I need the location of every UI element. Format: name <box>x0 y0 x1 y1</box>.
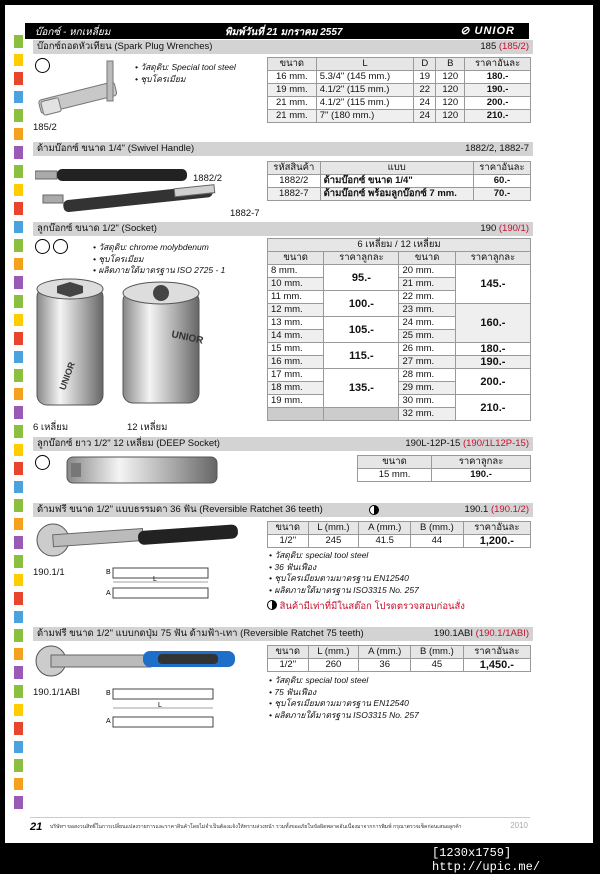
section-spark-plug <box>33 40 533 54</box>
product-code-alt: (185/2) <box>498 41 529 52</box>
spec-item: • ชุบโครเมียม <box>135 74 236 86</box>
header-category: บ๊อกซ์ - หกเหลี่ยม <box>35 27 111 38</box>
deep-socket-table: ขนาด ราคาลูกละ 15 mm. 190.- <box>357 455 531 482</box>
strip-segment <box>14 91 23 104</box>
svg-text:A: A <box>106 590 111 597</box>
strip-segment <box>14 759 23 772</box>
strip-segment <box>14 276 23 289</box>
socket-price-table: 6 เหลี่ยม / 12 เหลี่ยม ขนาด ราคาลูกละ ขนาด ราคาลูกละ 8 mm. 95.- 20 mm. 145.- 10 mm. 21 mm. 11 mm. 100.- 22 mm. 12 mm. 23 mm. 160.- 13 mm. 105.- 24 mm. 14 mm. 25 mm. 15 mm. 115.- 26 mm. 180.- 16 mm. 27 mm. 190.- 17 mm. 135.- 28 mm. 200.- 18 mm. 29 mm. 19 mm. 30 mm. 210.- 32 mm. <box>267 238 531 421</box>
spec-item: • ชุบโครเมียม <box>93 254 225 266</box>
footer <box>30 817 530 833</box>
strip-segment <box>14 444 23 457</box>
strip-segment <box>14 648 23 661</box>
stock-note: สินค้ามีเท่าที่มีในสต๊อก โปรดตรวจสอบก่อนสั่ง <box>267 599 465 614</box>
strip-segment <box>14 796 23 809</box>
strip-segment <box>14 109 23 122</box>
spec-item: • ชุบโครเมียมตามมาตรฐาน EN12540 <box>269 573 419 585</box>
table-row: 14 mm. 25 mm. <box>268 330 531 343</box>
strip-segment <box>14 685 23 698</box>
table-row: 32 mm. <box>268 408 531 421</box>
spark-plug-wrench-image <box>37 59 127 119</box>
stock-icon <box>267 600 277 610</box>
strip-segment <box>14 295 23 308</box>
table-row: 21 mm. 7" (180 mm.) 24 120 210.- <box>268 110 531 123</box>
strip-segment <box>14 184 23 197</box>
table-row: 21 mm. 4.1/2" (115 mm.) 24 120 200.- <box>268 97 531 110</box>
strip-segment <box>14 555 23 568</box>
strip-segment <box>14 314 23 327</box>
strip-segment <box>14 611 23 624</box>
spec-list <box>135 62 236 85</box>
table-row: 1/2" 260 36 45 1,450.- <box>268 659 531 672</box>
swivel-handle-table: รหัสสินค้า แบบ ราคาอันละ 1882/2 ด้ามบ๊อกซ์ ขนาด 1/4" 60.- 1882-7 ด้ามบ๊อกซ์ พร้อมลูกบ๊อกซ์ 7 mm. 70.- <box>267 161 531 201</box>
strip-segment <box>14 499 23 512</box>
table-row: 12 mm. 23 mm. 160.- <box>268 304 531 317</box>
strip-segment <box>14 146 23 159</box>
strip-segment <box>14 165 23 178</box>
table-row: 18 mm. 29 mm. <box>268 382 531 395</box>
twelve-point-icon <box>35 455 50 470</box>
table-row: 11 mm. 100.- 22 mm. <box>268 291 531 304</box>
page-number: 21 <box>30 821 43 833</box>
product-code-alt: (190.1/1ABI) <box>475 628 529 639</box>
footer-year: 2010 <box>510 821 528 830</box>
strip-segment <box>14 778 23 791</box>
strip-segment <box>14 722 23 735</box>
swivel-handle-image <box>35 163 260 218</box>
strip-segment <box>14 574 23 587</box>
image-label: 6 เหลี่ยม <box>33 422 69 433</box>
table-row: 10 mm. 21 mm. <box>268 278 531 291</box>
spec-item: • 75 ฟันเฟือง <box>269 687 419 699</box>
socket-image <box>33 277 233 417</box>
strip-segment <box>14 54 23 67</box>
spec-item: • ผลิตภายใต้มาตรฐาน ISO3315 No. 257 <box>269 585 419 597</box>
product-code: 190L-12P-15 <box>405 438 461 449</box>
table-row: 15 mm. 115.- 26 mm. 180.- <box>268 343 531 356</box>
strip-segment <box>14 35 23 48</box>
table-row: 16 mm. 27 mm. 190.- <box>268 356 531 369</box>
strip-segment <box>14 629 23 642</box>
strip-segment <box>14 351 23 364</box>
section-ratchet-75 <box>33 627 533 641</box>
strip-segment <box>14 462 23 475</box>
table-row: 13 mm. 105.- 24 mm. <box>268 317 531 330</box>
spec-list <box>269 550 419 596</box>
spec-item: • วัสดุดิบ: Special tool steel <box>135 62 236 74</box>
svg-text:A: A <box>106 718 111 725</box>
ratchet-75-table: ขนาด L (mm.) A (mm.) B (mm.) ราคาอันละ 1/2" 260 36 45 1,450.- <box>267 645 531 672</box>
svg-text:B: B <box>106 569 111 576</box>
footer-disclaimer: บริษัทฯ ขอสงวนสิทธิ์ในการเปลี่ยนแปลงรายการและราคาสินค้าโดยไม่จำเป็นต้องแจ้งให้ทราบล่วงหน้า รวมทั้งขออภัยในข้อผิดพลาดอันเนื่องมาจากการพิมพ์ กรุณาตรวจเช็คก่อนเสนอลูกค้า <box>50 824 462 830</box>
spec-list <box>269 675 419 721</box>
strip-segment <box>14 239 23 252</box>
catalog-page <box>5 5 593 843</box>
image-label: 190.1/1ABI <box>33 687 81 698</box>
strip-segment <box>14 481 23 494</box>
spec-item: • ชุบโครเมียมตามมาตรฐาน EN12540 <box>269 698 419 710</box>
product-code: 190.1ABI <box>433 628 474 639</box>
strip-segment <box>14 741 23 754</box>
image-label: 12 เหลี่ยม <box>127 422 168 433</box>
ratchet-36-table: ขนาด L (mm.) A (mm.) B (mm.) ราคาอันละ 1/2" 245 41.5 44 1,200.- <box>267 521 531 548</box>
spark-plug-table: ขนาด L D B ราคาอันละ 16 mm. 5.3/4" (145 mm.) 19 120 180.- 19 mm. 4.1/2" (115 mm.) 22 120 190.- 21 mm. 4.1/2" (115 mm.) 24 120 200.- 21 mm. 7" (180 mm.) 24 120 210.- <box>267 57 531 123</box>
strip-segment <box>14 258 23 271</box>
svg-text:L: L <box>153 576 157 583</box>
image-label: 1882/2 <box>193 173 223 184</box>
svg-text:UNIOR: UNIOR <box>57 360 77 392</box>
section-title: ลูกบ๊อกซ์ ยาว 1/2" 12 เหลี่ยม (DEEP Socket) <box>37 438 220 449</box>
spec-item: • วัสดุดิบ: special tool steel <box>269 675 419 687</box>
spec-item: • วัสดุดิบ: special tool steel <box>269 550 419 562</box>
strip-segment <box>14 425 23 438</box>
product-code: 185 <box>480 41 497 52</box>
product-code-alt: (190.1/2) <box>490 504 529 515</box>
section-title: ด้ามฟรี ขนาด 1/2" แบบธรรมดา 36 ฟัน (Reversible Ratchet 36 teeth) <box>37 504 323 515</box>
strip-segment <box>14 369 23 382</box>
section-ratchet-36 <box>33 503 533 517</box>
table-row: 1/2" 245 41.5 44 1,200.- <box>268 535 531 548</box>
twelve-point-icon <box>53 239 68 254</box>
table-row: 1882/2 ด้ามบ๊อกซ์ ขนาด 1/4" 60.- <box>268 175 531 188</box>
section-deep-socket <box>33 437 533 451</box>
table-row: 19 mm. 4.1/2" (115 mm.) 22 120 190.- <box>268 84 531 97</box>
svg-text:UNIOR: UNIOR <box>170 329 205 347</box>
section-title: บ๊อกซ์ถอดหัวเทียน (Spark Plug Wrenches) <box>37 41 213 52</box>
svg-text:L: L <box>158 702 162 709</box>
table-row: 19 mm. 30 mm. 210.- <box>268 395 531 408</box>
spec-item: • 36 ฟันเฟือง <box>269 562 419 574</box>
strip-segment <box>14 536 23 549</box>
strip-segment <box>14 388 23 401</box>
product-code: 190.1 <box>464 504 489 515</box>
section-title: ด้ามฟรี ขนาด 1/2" แบบกดปุ่ม 75 ฟัน ด้ามฟ้า-เทา (Reversible Ratchet 75 teeth) <box>37 628 364 639</box>
strip-segment <box>14 406 23 419</box>
strip-segment <box>14 332 23 345</box>
unior-logo: ⊘ UNIOR <box>460 25 515 37</box>
table-row: 17 mm. 135.- 28 mm. 200.- <box>268 369 531 382</box>
spec-list <box>93 242 225 277</box>
header-date: พิมพ์วันที่ 21 มกราคม 2557 <box>225 27 343 38</box>
table-row: 1882-7 ด้ามบ๊อกซ์ พร้อมลูกบ๊อกซ์ 7 mm. 70.- <box>268 188 531 201</box>
strip-segment <box>14 666 23 679</box>
product-code: 1882/2, 1882-7 <box>465 143 529 154</box>
strip-segment <box>14 202 23 215</box>
spec-item: • ผลิตภายใต้มาตรฐาน ISO3315 No. 257 <box>269 710 419 722</box>
product-code: 190 <box>480 223 497 234</box>
product-code-alt: (190/1) <box>498 223 529 234</box>
image-label: 1882-7 <box>230 208 260 219</box>
image-label: 185/2 <box>33 122 57 133</box>
spec-item: • วัสดุดิบ: chrome molybdenum <box>93 242 225 254</box>
section-socket <box>33 222 533 236</box>
header-bar <box>25 23 529 39</box>
product-code-alt: (190/1L12P-15) <box>462 438 529 449</box>
section-title: ลูกบ๊อกซ์ ขนาด 1/2" (Socket) <box>37 223 157 234</box>
spec-item: • ผลิตภายใต้มาตรฐาน ISO 2725 - 1 <box>93 265 225 277</box>
image-label: 190.1/1 <box>33 567 65 578</box>
hex-icon <box>35 239 50 254</box>
strip-segment <box>14 518 23 531</box>
ratchet-36-image <box>33 520 243 610</box>
strip-segment <box>14 704 23 717</box>
strip-segment <box>14 72 23 85</box>
table-row: 15 mm. 190.- <box>358 469 531 482</box>
table-row: 8 mm. 95.- 20 mm. 145.- <box>268 265 531 278</box>
section-swivel-handle <box>33 142 533 156</box>
stock-icon <box>369 505 379 515</box>
strip-segment <box>14 592 23 605</box>
deep-socket-image <box>65 455 220 485</box>
svg-text:B: B <box>106 690 111 697</box>
strip-segment <box>14 128 23 141</box>
table-row: 16 mm. 5.3/4" (145 mm.) 19 120 180.- <box>268 71 531 84</box>
watermark: [1230x1759] http://upic.me/ <box>432 846 541 874</box>
section-title: ด้ามบ๊อกซ์ ขนาด 1/4" (Swivel Handle) <box>37 143 195 154</box>
strip-segment <box>14 221 23 234</box>
